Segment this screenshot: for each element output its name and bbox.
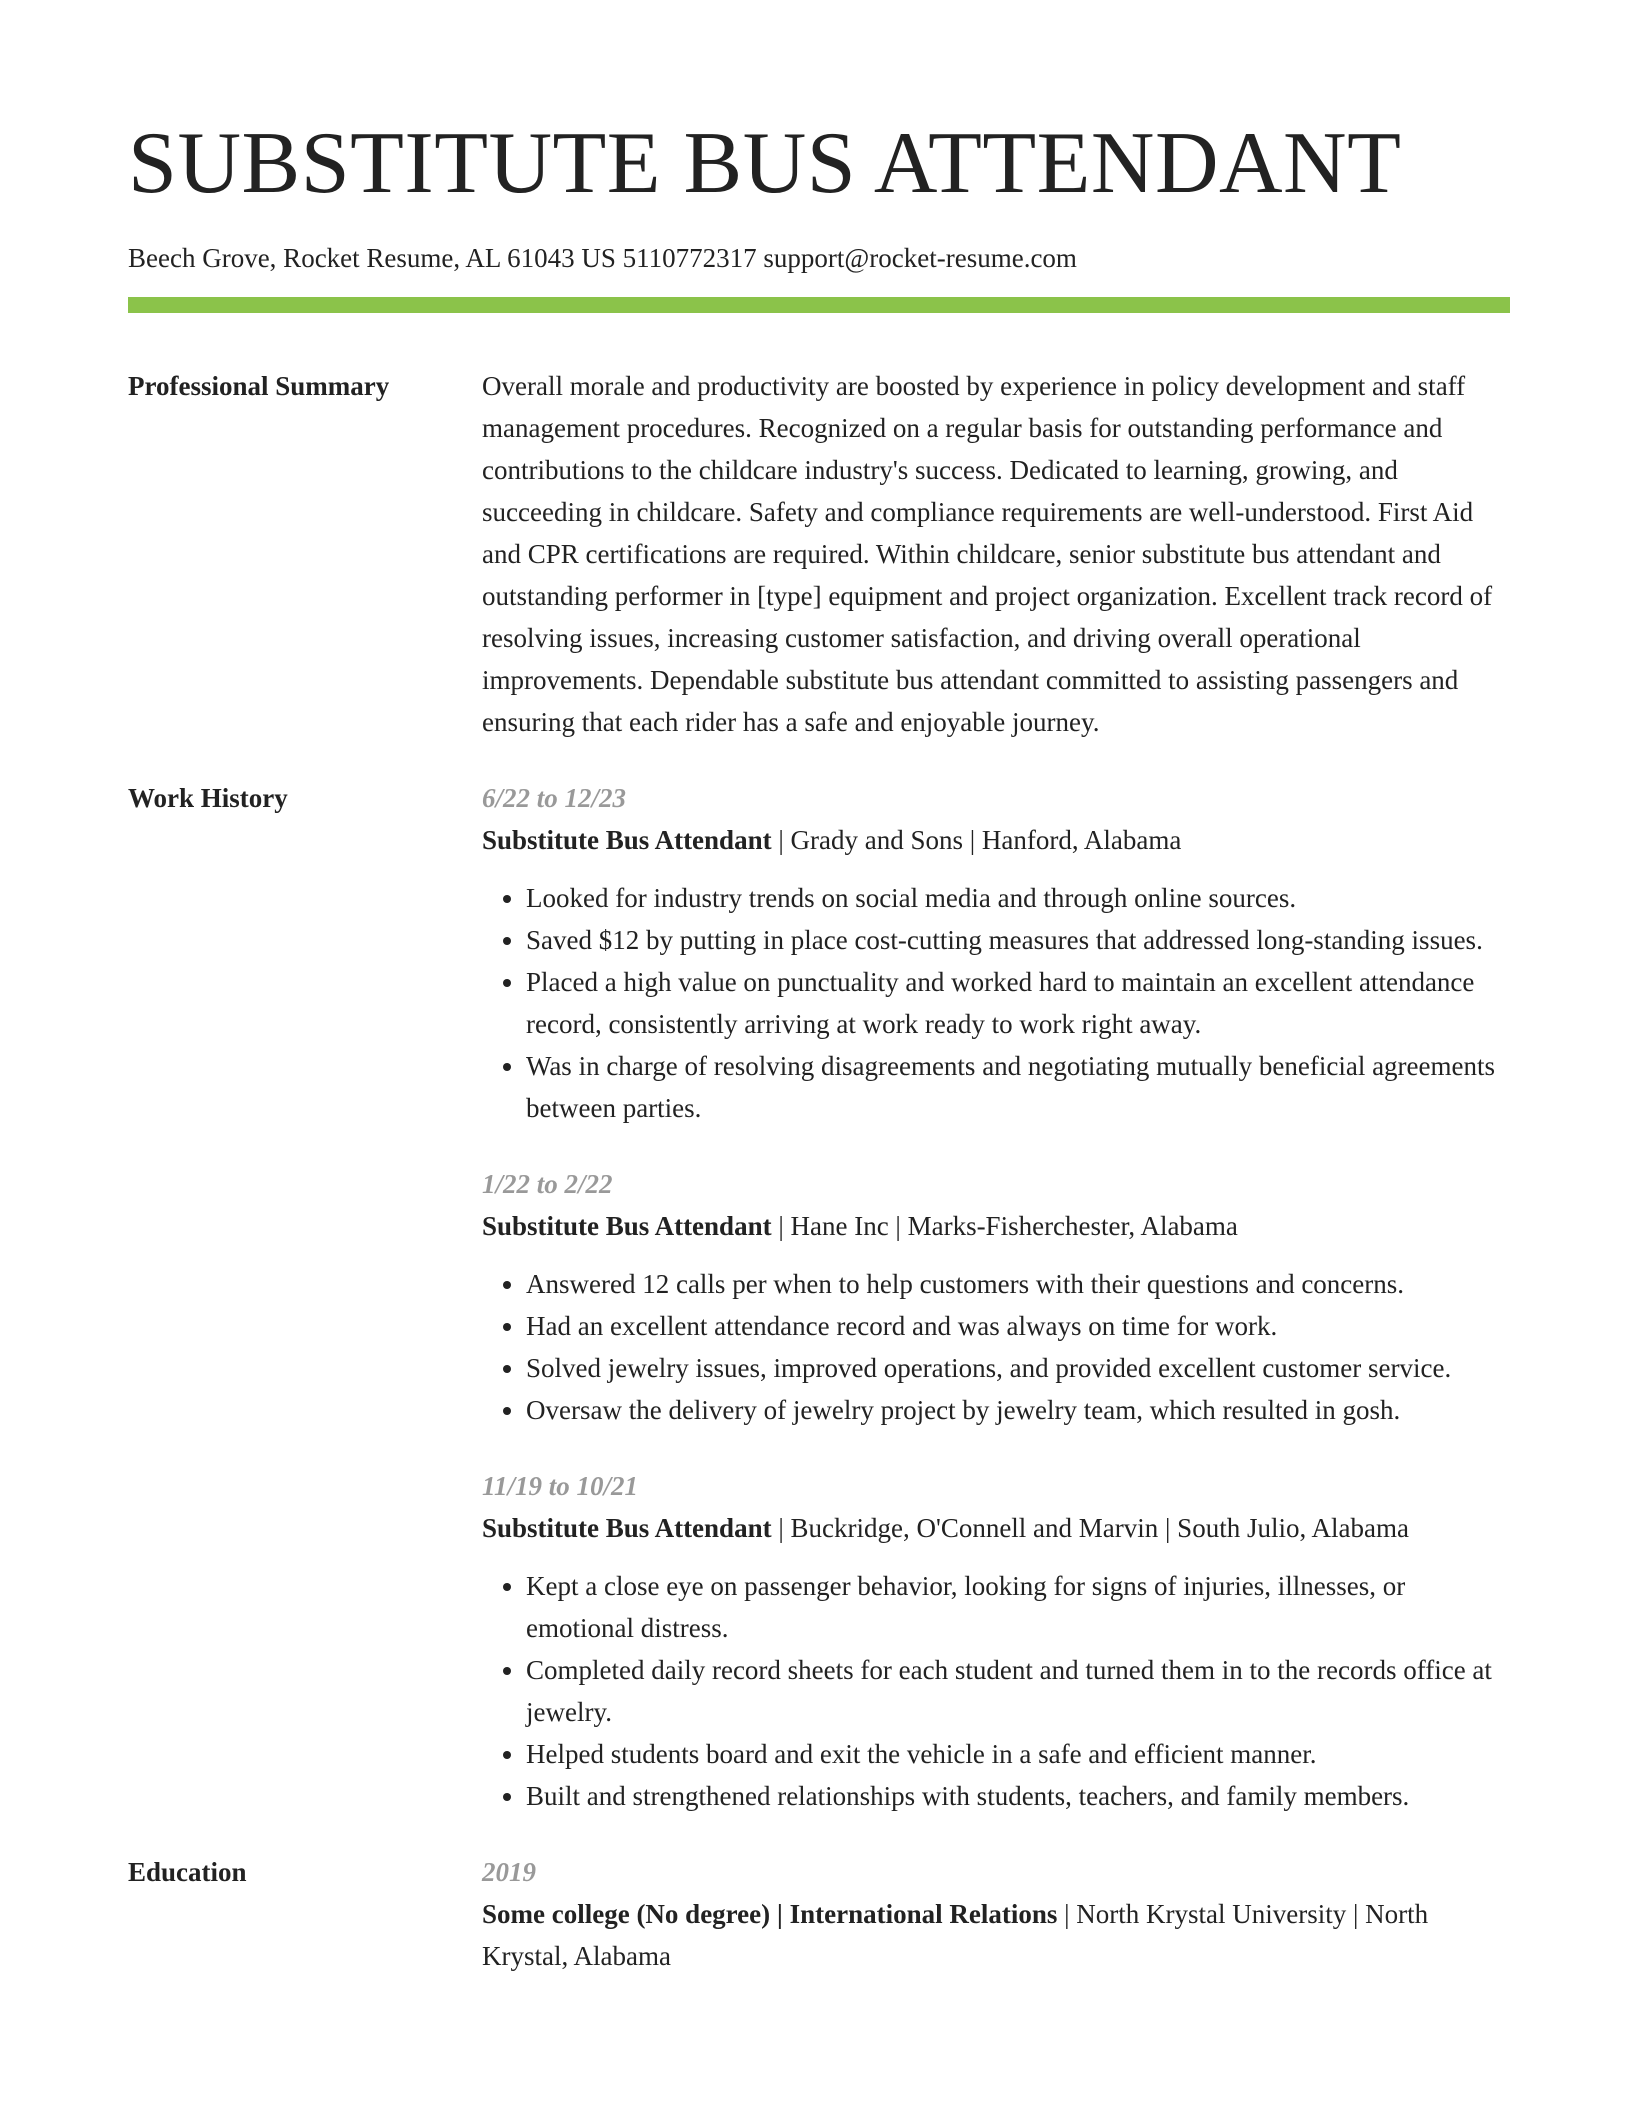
job-entry [482, 1465, 1510, 1817]
job-entry [482, 777, 1510, 1129]
resume-name: SUBSTITUTE BUS ATTENDANT [128, 115, 1402, 212]
work-history-body [482, 777, 1510, 1817]
job-title: Substitute Bus Attendant [482, 1513, 772, 1544]
list-item: • Oversaw the delivery of jewelry project by jewelry team, which resulted in gosh. [526, 1389, 1510, 1431]
job-bullets [482, 877, 1510, 1129]
job-dates: 1/22 to 2/22 [482, 1169, 613, 1200]
job-title: Substitute Bus Attendant [482, 825, 772, 856]
list-item: • Helped students board and exit the vehicle in a safe and efficient manner. [526, 1733, 1510, 1775]
summary-section [128, 365, 1510, 743]
accent-divider [128, 297, 1510, 313]
job-details: | Grady and Sons | Hanford, Alabama [771, 825, 1182, 856]
list-item: • Looked for industry trends on social media and through online sources. [526, 877, 1510, 919]
job-title-line [482, 819, 1510, 861]
education-line [482, 1893, 1510, 1977]
education-details: | North Krystal University | North Krystal, Alabama [482, 1899, 1429, 1972]
job-dates: 11/19 to 10/21 [482, 1471, 639, 1502]
job-title: Substitute Bus Attendant [482, 1211, 772, 1242]
work-history-section [128, 777, 1510, 1817]
contact-line: Beech Grove, Rocket Resume, AL 61043 US 5110772317 support@rocket-resume.com [128, 243, 1077, 273]
education-degree: Some college (No degree) | International Relations [482, 1899, 1058, 1930]
job-bullets [482, 1263, 1510, 1431]
list-item: • Answered 12 calls per when to help customers with their questions and concerns. [526, 1263, 1510, 1305]
list-item: • Was in charge of resolving disagreements and negotiating mutually beneficial agreements between parties. [526, 1045, 1510, 1129]
list-item: • Saved $12 by putting in place cost-cutting measures that addressed long-standing issues. [526, 919, 1510, 961]
summary-heading: Professional Summary [128, 371, 390, 402]
list-item: • Completed daily record sheets for each student and turned them in to the records office at jewelry. [526, 1649, 1510, 1733]
job-title-line [482, 1205, 1510, 1247]
job-title-line [482, 1507, 1510, 1549]
job-bullets [482, 1565, 1510, 1817]
list-item: • Had an excellent attendance record and was always on time for work. [526, 1305, 1510, 1347]
summary-text: Overall morale and productivity are boosted by experience in policy development and staff management procedures. Recognized on a regular basis for outstanding performance and contributions to the childcare industry's success. Dedicated to learning, growing, and succeeding in childcare. Safety and compliance requirements are well-understood. First Aid and CPR certifications are required. Within childcare, senior substitute bus attendant and outstanding performer in [type] equipment and project organization. Excellent track record of resolving issues, increasing customer satisfaction, and driving overall operational improvements. Dependable substitute bus attendant committed to assisting passengers and ensuring that each rider has a safe and enjoyable journey. [482, 371, 1493, 738]
education-year: 2019 [482, 1857, 536, 1888]
list-item: • Solved jewelry issues, improved operations, and provided excellent customer service. [526, 1347, 1510, 1389]
list-item: • Built and strengthened relationships with students, teachers, and family members. [526, 1775, 1510, 1817]
summary-body [482, 365, 1510, 743]
education-heading: Education [128, 1857, 247, 1888]
resume-page [128, 115, 1510, 1977]
list-item: • Placed a high value on punctuality and worked hard to maintain an excellent attendance record, consistently arriving at work ready to work right away. [526, 961, 1510, 1045]
education-body [482, 1851, 1510, 1977]
job-entry [482, 1163, 1510, 1431]
list-item: • Kept a close eye on passenger behavior, looking for signs of injuries, illnesses, or emotional distress. [526, 1565, 1510, 1649]
job-details: | Hane Inc | Marks-Fisherchester, Alabama [771, 1211, 1238, 1242]
job-dates: 6/22 to 12/23 [482, 783, 627, 814]
education-section [128, 1851, 1510, 1977]
job-details: | Buckridge, O'Connell and Marvin | South Julio, Alabama [771, 1513, 1409, 1544]
work-history-heading: Work History [128, 783, 288, 814]
